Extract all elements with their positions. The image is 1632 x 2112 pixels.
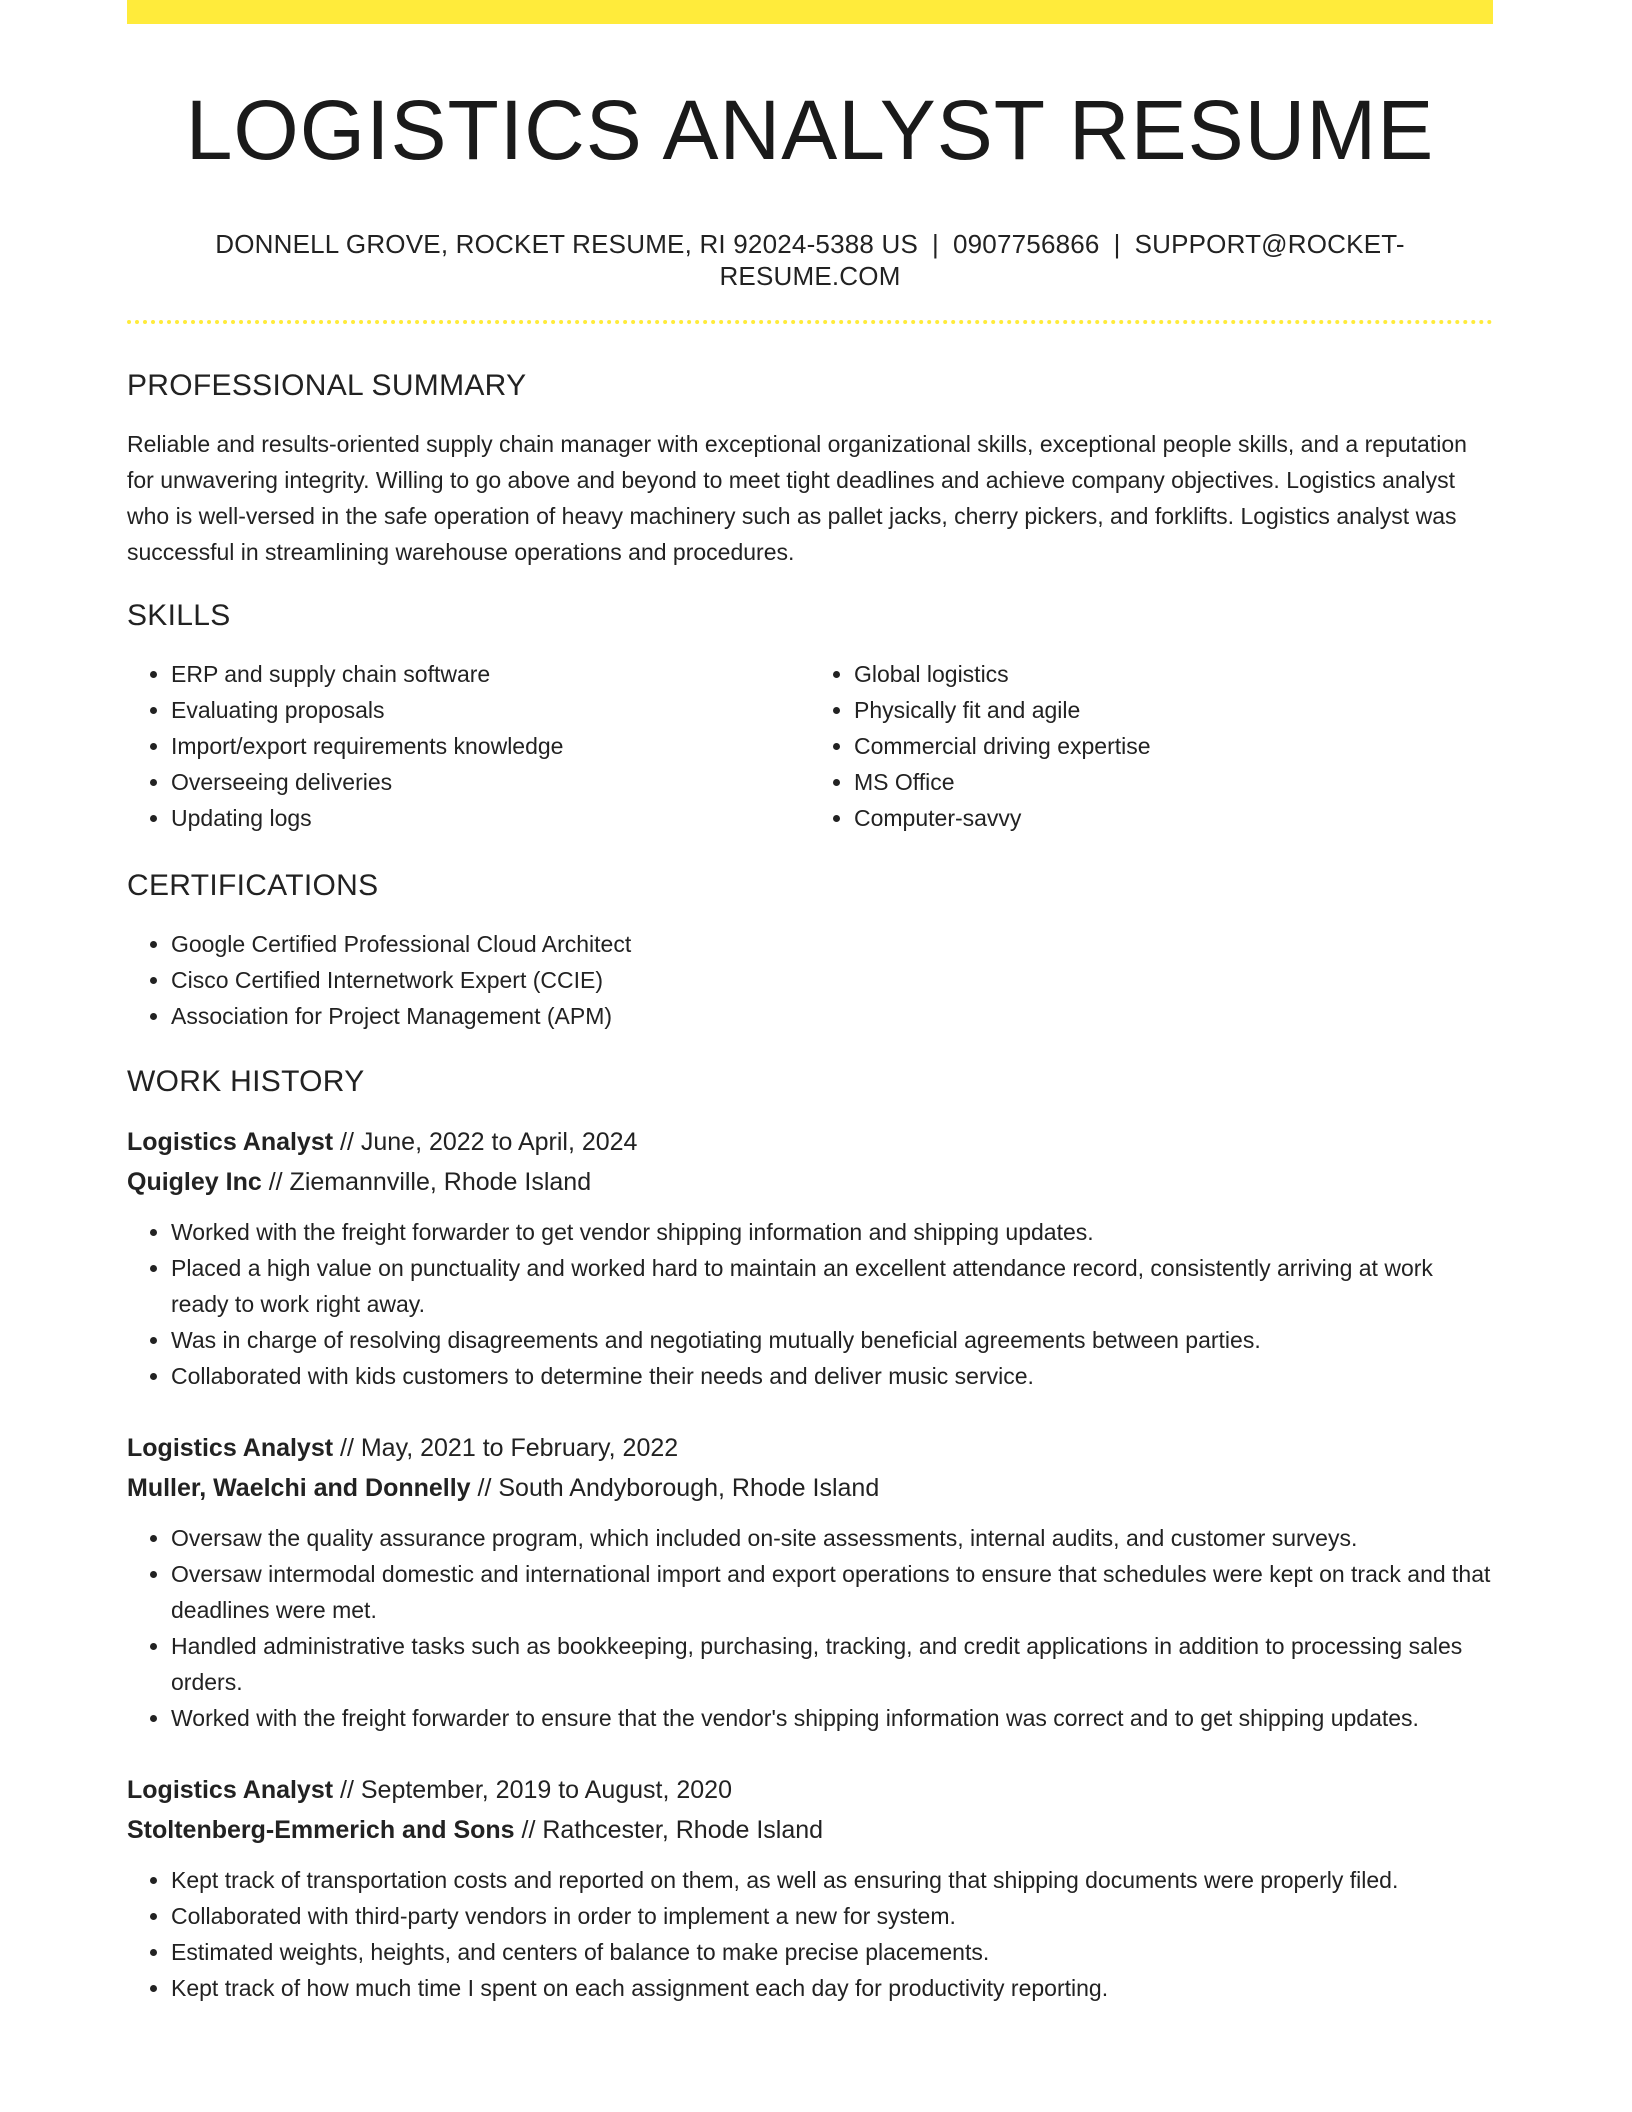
skill-item: • Import/export requirements knowledge [171,728,810,764]
certifications-heading: CERTIFICATIONS [127,869,379,902]
job-dates: // September, 2019 to August, 2020 [333,1776,732,1804]
certification-item: • Cisco Certified Internetwork Expert (CCIE) [171,962,1493,998]
job-bullet-list [127,1520,1493,1736]
top-accent-bar [127,0,1493,24]
job-title-line [127,1428,1493,1468]
skills-column-left [127,656,810,836]
job-location: // Ziemannville, Rhode Island [261,1168,592,1196]
job-bullet: • Was in charge of resolving disagreements and negotiating mutually beneficial agreements between parties. [171,1322,1493,1358]
job-title: Logistics Analyst [127,1128,334,1156]
contact-separator: | [1113,229,1121,259]
job-bullet-list [127,1862,1493,2006]
contact-email: SUPPORT@ROCKET-RESUME.COM [719,229,1405,291]
job-bullet: • Oversaw intermodal domestic and international import and export operations to ensure that schedules were kept on track and that deadlines were met. [171,1556,1493,1628]
contact-line [127,228,1493,292]
skills-heading: SKILLS [127,599,231,632]
certification-item: • Google Certified Professional Cloud Architect [171,926,1493,962]
job-bullet: • Worked with the freight forwarder to ensure that the vendor's shipping information was correct and to get shipping updates. [171,1700,1493,1736]
job-company-line [127,1162,1493,1202]
skill-item: • Computer-savvy [854,800,1493,836]
job-entry [127,1770,1493,2006]
job-bullet: • Kept track of how much time I spent on each assignment each day for productivity reporting. [171,1970,1493,2006]
skill-item: • MS Office [854,764,1493,800]
work-history-heading: WORK HISTORY [127,1065,365,1098]
job-bullet: • Worked with the freight forwarder to get vendor shipping information and shipping updates. [171,1214,1493,1250]
contact-separator: | [932,229,939,259]
certification-item: • Association for Project Management (APM) [171,998,1493,1034]
job-title: Logistics Analyst [127,1776,334,1804]
skill-item: • Updating logs [171,800,810,836]
skill-item: • Commercial driving expertise [854,728,1493,764]
job-bullet: • Oversaw the quality assurance program, which included on-site assessments, internal audits, and customer surveys. [171,1520,1493,1556]
job-bullet: • Collaborated with kids customers to determine their needs and deliver music service. [171,1358,1493,1394]
job-bullet: • Handled administrative tasks such as bookkeeping, purchasing, tracking, and credit applications in addition to processing sales orders. [171,1628,1493,1700]
skills-list-left [127,656,810,836]
certifications-list [127,926,1493,1034]
job-location: // South Andyborough, Rhode Island [470,1474,880,1502]
job-dates: // May, 2021 to February, 2022 [333,1434,679,1462]
job-bullet: • Collaborated with third-party vendors in order to implement a new for system. [171,1898,1493,1934]
skill-item: • Evaluating proposals [171,692,810,728]
skills-column-right [810,656,1493,836]
job-company: Quigley Inc [127,1168,262,1196]
summary-heading: PROFESSIONAL SUMMARY [127,369,527,402]
job-company: Stoltenberg-Emmerich and Sons [127,1816,515,1844]
job-dates: // June, 2022 to April, 2024 [333,1128,638,1156]
skill-item: • ERP and supply chain software [171,656,810,692]
job-bullet: • Placed a high value on punctuality and worked hard to maintain an excellent attendance record, consistently arriving at work ready to work right away. [171,1250,1493,1322]
job-company-line [127,1468,1493,1508]
job-entry [127,1428,1493,1736]
contact-phone: 0907756866 [952,229,1100,259]
job-location: // Rathcester, Rhode Island [514,1816,824,1844]
skills-grid [127,656,1493,836]
skill-item: • Overseeing deliveries [171,764,810,800]
job-bullet: • Kept track of transportation costs and reported on them, as well as ensuring that shipping documents were properly filed. [171,1862,1493,1898]
resume-title: LOGISTICS ANALYST RESUME [185,83,1435,177]
skills-list-right [810,656,1493,836]
summary-text: Reliable and results-oriented supply chain manager with exceptional organizational skills, exceptional people skills, and a reputation for unwavering integrity. Willing to go above and beyond to meet tight deadlines and achieve company objectives. Logistics analyst who is well-versed in the safe operation of heavy machinery such as pallet jacks, cherry pickers, and forklifts. Logistics analyst was successful in streamlining warehouse operations and procedures. [127,431,1467,565]
job-title: Logistics Analyst [127,1434,334,1462]
skill-item: • Global logistics [854,656,1493,692]
contact-address: DONNELL GROVE, ROCKET RESUME, RI 92024-5388 US [215,229,919,259]
resume-page [127,0,1493,2006]
job-bullet-list [127,1214,1493,1394]
skill-item: • Physically fit and agile [854,692,1493,728]
job-company-line [127,1810,1493,1850]
job-entry [127,1122,1493,1394]
job-title-line [127,1122,1493,1162]
dotted-divider [127,320,1493,324]
job-title-line [127,1770,1493,1810]
job-company: Muller, Waelchi and Donnelly [127,1474,471,1502]
job-bullet: • Estimated weights, heights, and centers of balance to make precise placements. [171,1934,1493,1970]
